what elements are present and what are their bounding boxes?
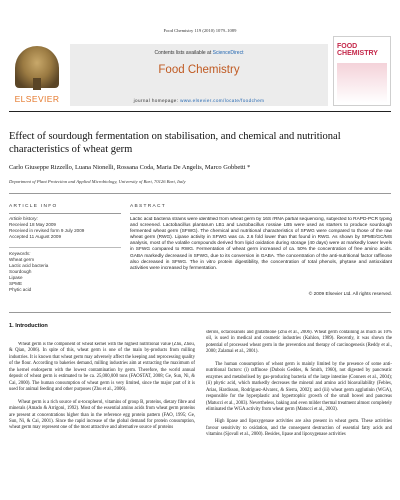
- elsevier-logo[interactable]: [9, 44, 65, 106]
- homepage-bar: [70, 97, 328, 106]
- sciencedirect-link[interactable]: ScienceDirect: [212, 50, 244, 56]
- author-list: Carlo Giuseppe Rizzello, Luana Nionelli, Rossana Coda, Maria De Angelis, Marco Gobbetti *: [9, 164, 251, 171]
- homepage-prefix: journal homepage:: [133, 98, 181, 103]
- body-right-column: [206, 330, 392, 500]
- article-info-heading: ARTICLE INFO: [9, 204, 58, 209]
- body-left-column: [9, 342, 195, 500]
- history-revised: Received in revised form 9 July 2009: [9, 228, 85, 233]
- journal-reference: Food Chemistry 119 (2010) 1079–1089: [163, 28, 237, 33]
- history-divider: [9, 247, 121, 248]
- homepage-line: [70, 98, 328, 103]
- keyword-item: Lipase: [9, 275, 23, 280]
- front-matter-divider: [9, 193, 391, 194]
- introduction-heading: 1. Introduction: [9, 323, 48, 329]
- tree-trunk-icon: [33, 78, 41, 90]
- article-info-rule: [9, 213, 121, 214]
- cover-graphic: [337, 63, 387, 103]
- publisher-name: ELSEVIER: [14, 94, 60, 104]
- header-divider: [9, 111, 391, 112]
- body-paragraph: Wheat germ is the component of wheat kernel with the highest nutritional value (Zhu, Zhou, & Qian, 2006). In spite of this, wheat germ is one of the main by-products from milling industries. It is known that wheat germ may adversely affect the keeping and reprocessing quality of the flour. According to bakeries demand, milling industries aim at extracting the maximum of the kernel endosperm with the lowest contamination by germ. Therefore, the world annual deposit of wheat germ is estimated to be ca. 25,000,000 tons (FAOSTAT, 2008; Ge, Sun, Ni, & Cai, 2000). The human consumption of wheat germ is very limited, since the major part of it is used for animal feeding and other purposes (Zhu et al., 2006).: [9, 342, 195, 393]
- keywords-block: [9, 251, 124, 293]
- body-paragraph: Wheat germ is a rich source of α-tocopherol, vitamins of group B, proteins, dietary fibre and minerals (Amado & Arrigoni, 1992). Most of the essential amino acids from wheat germ proteins are present at concentrations higher than in the reference egg protein pattern (FAO, 1995; Ge, Sun, Ni, & Cai, 2001). Since the rapid increase of the global demand for protein consumption, wheat germ may represent one of the most attractive and alternative source of proteins: [9, 399, 195, 431]
- homepage-link[interactable]: www.elsevier.com/locate/foodchem: [180, 98, 265, 103]
- keyword-item: Sourdough: [9, 269, 32, 274]
- article-history: [9, 216, 124, 240]
- history-accepted: Accepted 11 August 2009: [9, 234, 62, 239]
- keyword-item: SPME: [9, 281, 23, 286]
- copyright-notice: © 2009 Elsevier Ltd. All rights reserved.: [308, 292, 392, 297]
- contents-prefix: Contents lists available at: [154, 50, 213, 56]
- journal-cover-thumbnail[interactable]: [333, 36, 391, 106]
- journal-title[interactable]: Food Chemistry: [158, 64, 240, 76]
- history-label: Article history:: [9, 216, 38, 221]
- body-paragraph: The human consumption of wheat germ is mainly limited by the presence of some anti-nutritional factors: (i) raffinose (Dubois Geddes, & Smith, 1960), not digested by pancreatic enzymes and metabolised by gas-producing bacteria of the large intestine (Conners et al., 2004); (ii) phytic acid, which markedly decreases the mineral and amino acid bioavailability (Febles, Arias, Hardisson, Rodríguez-Alvarez, & Sierra, 2002); and (iii) wheat germ agglutinin (WGA), responsible for the hyperplastic and hypertrophic growth of the small bowel and pancreas (Matucci et al., 2003). Nevertheless, baking and even milder thermal treatment almost completely eliminated the WGA activity from wheat germ (Matucci et al., 2003).: [206, 361, 392, 412]
- abstract-rule: [130, 213, 391, 214]
- keyword-item: Wheat germ: [9, 257, 35, 262]
- keyword-item: Phytic acid: [9, 287, 32, 292]
- abstract-heading: ABSTRACT: [130, 204, 166, 209]
- cover-title: FOOD CHEMISTRY: [337, 43, 378, 57]
- article-title: Effect of sourdough fermentation on stabilisation, and chemical and nutritional characteristics of wheat germ: [9, 131, 341, 155]
- abstract-bottom-divider: [9, 312, 391, 313]
- body-paragraph: High lipase and lipoxygenase activities are also present in wheat germ. These activities favour sensitivity to oxidation, and the consequent destruction of essential fatty acids and vitamins (Sjovall et al., 2000). Besides, lipase and lipoxygenase activities: [206, 419, 392, 438]
- body-paragraph: sterols, octacosanols and glutathione (Zhu et al., 2006). Wheat germ containing as much as 10% oil, is used in medical and cosmetic industries (Kahlon, 1989). Recently, it was shown the potential of processed wheat germ in the prevention and therapy of carcinogenesis (Reddy et al., 2000; Zalatnai et al., 2001).: [206, 330, 392, 355]
- history-received: Received 18 May 2009: [9, 222, 56, 227]
- abstract-text: Lactic acid bacteria strains were identified from wheat germ by 16S rRNA partial sequencing, subjected to RAPD-PCR typing and screened. Lactobacillus plantarum LB1 and Lactobacillus rossiae LB5 were used as starters to produce sourdough fermented wheat germ (SFWG). The chemical and nutritional characteristics of SFWG were compared to those of the raw wheat germ (RWG). Lipase activity in SFWG was ca. 2.6 fold lower than that found in RWG. As shown by SPME/GC/MS analysis, most of the volatile compounds derived from lipid oxidation during storage (40 days) were at markedly lower levels in SFWG compared to RWG. Fermentation of wheat germ increased of ca. 50% the concentration of free amino acids. GABA markedly decreased in SFWG, due to its conversion in GABA. The concentration of the anti-nutritional factor raffinose also decreased in SFWG. The in vitro protein digestibility, the concentration of total phenols, phytase and antioxidant activities were increased by fermentation.: [130, 217, 392, 271]
- author-affiliation: Department of Plant Protection and Applied Microbiology, University of Bari, 70126 Bari, Italy: [9, 179, 186, 184]
- contents-line: [70, 50, 328, 56]
- keywords-label: Keywords:: [9, 251, 31, 256]
- keyword-item: Lactic acid bacteria: [9, 263, 49, 268]
